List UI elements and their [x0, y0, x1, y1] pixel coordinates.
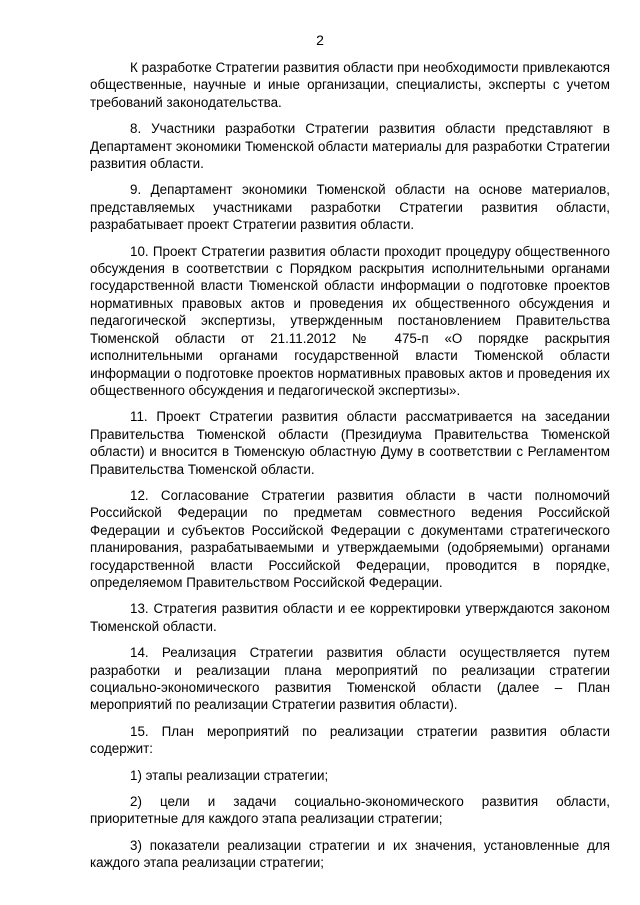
list-item-2: 2) цели и задачи социально-экономического развития области, приоритетные для каждого этапа реализации стратегии;: [90, 794, 610, 827]
paragraph-15: 15. План мероприятий по реализации стратегии развития области содержит:: [90, 723, 610, 757]
list-item-1: 1) этапы реализации стратегии;: [130, 767, 329, 783]
paragraph-12: 12. Согласование Стратегии развития области в части полномочий Российской Федерации по предметам совместного ведения Российской Федерации и субъектов Российской Федерации с документами стратегического планирования, разрабатываемыми и утверждаемыми (одобряемыми) органами государственной власти Российской Федерации, проводится в порядке, определяемом Правительством Российской Федерации.: [90, 487, 610, 590]
paragraph-8: 8. Участники разработки Стратегии развития области представляют в Департамент экономики Тюменской области материалы для разработки Стратегии развития области.: [90, 121, 610, 172]
paragraph-9: 9. Департамент экономики Тюменской области на основе материалов, представляемых участниками разработки Стратегии развития области, разрабатывает проект Стратегии развития области.: [90, 182, 610, 233]
paragraph-intro: К разработке Стратегии развития области при необходимости привлекаются общественные, научные и иные организации, специалисты, эксперты с учетом требований законодательства.: [90, 60, 610, 110]
paragraph-14: 14. Реализация Стратегии развития области осуществляется путем разработки и реализации плана мероприятий по реализации стратегии социально-экономического развития Тюменской области (далее – План мероприятий по реализации Стратегии развития области).: [90, 645, 610, 713]
list-item-3: 3) показатели реализации стратегии и их значения, установленные для каждого этапа реализации стратегии;: [90, 837, 610, 871]
paragraph-11: 11. Проект Стратегии развития области рассматривается на заседании Правительства Тюменской области (Президиума Правительства Тюменской области) и вносится в Тюменскую областную Думу в соответствии с Регламентом Правительства Тюменской области.: [90, 409, 610, 477]
document-body: [90, 59, 610, 881]
page-number: 2: [316, 32, 324, 48]
paragraph-10: 10. Проект Стратегии развития области проходит процедуру общественного обсуждения в соответствии с Порядком раскрытия исполнительными органами государственной власти Тюменской области информации о подготовке проектов нормативных правовых актов и проведения их общественного обсуждения и педагогической экспертизы, утвержденным постановлением Правительства Тюменской области от 21.11.2012 № 475-п «О порядке раскрытия исполнительными органами государственной власти Тюменской области информации о подготовке проектов нормативных правовых актов и проведения их общественного обсуждения и педагогической экспертизы».: [90, 243, 610, 398]
paragraph-13: 13. Стратегия развития области и ее корректировки утверждаются законом Тюменской области.: [90, 601, 610, 634]
